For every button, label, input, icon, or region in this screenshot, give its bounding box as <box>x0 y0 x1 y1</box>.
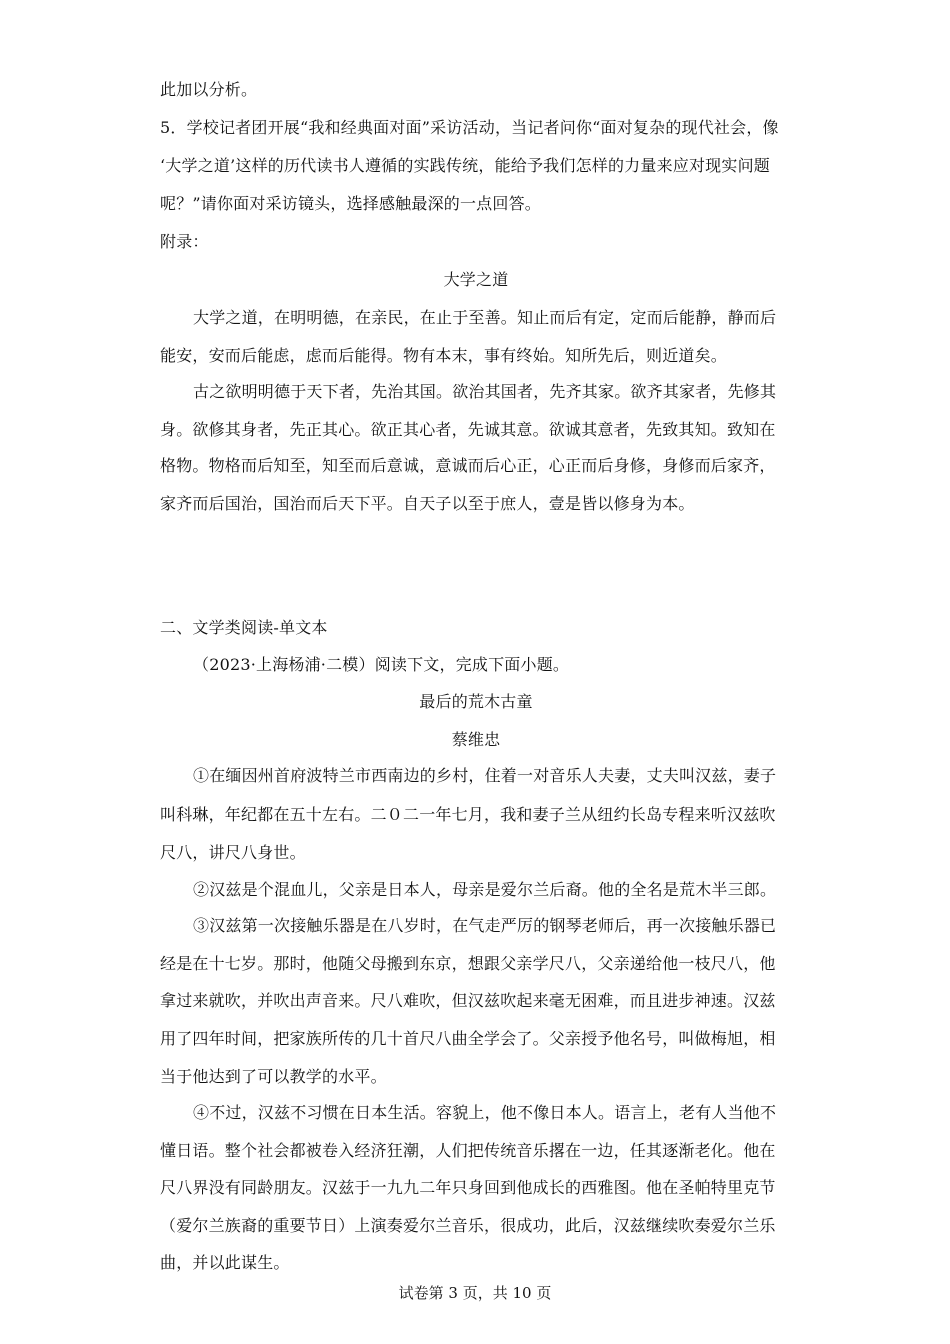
story-author: 蔡维忠 <box>451 730 501 749</box>
para3-line-3: 用了四年时间，把家族所传的几十首尺八曲全学会了。父亲授予他名号，叫做梅旭，相 <box>160 1029 776 1048</box>
para1-line-0: ①在缅因州首府波特兰市西南边的乡村，住着一对音乐人夫妻，丈夫叫汉兹，妻子 <box>193 766 777 785</box>
para3-line-1: 经是在十七岁。那时，他随父母搬到东京，想跟父亲学尺八，父亲递给他一枝尺八，他 <box>160 954 776 973</box>
page-footer: 试卷第 3 页，共 10 页 <box>398 1284 552 1302</box>
para4-line-4: 曲，并以此谋生。 <box>160 1253 290 1272</box>
para1-line-1: 叫科琳，年纪都在五十左右。二０二一年七月，我和妻子兰从纽约长岛专程来听汉兹吹 <box>160 805 776 824</box>
question5-line-1: 5．学校记者团开展“我和经典面对面”采访活动，当记者问你“面对复杂的现代社会，像 <box>160 118 779 137</box>
question5-line-3: 呢？”请你面对采访镜头，选择感触最深的一点回答。 <box>160 194 541 213</box>
appendix-title: 大学之道 <box>443 270 509 289</box>
para3-line-0: ③汉兹第一次接触乐器是在八岁时，在气走严厉的钢琴老师后，再一次接触乐器已 <box>193 916 777 935</box>
appendix-p2-line-1: 身。欲修其身者，先正其心。欲正其心者，先诚其意。欲诚其意者，先致其知。致知在 <box>160 420 776 439</box>
appendix-p1-line-1: 能安，安而后能虑，虑而后能得。物有本末，事有终始。知所先后，则近道矣。 <box>160 346 728 365</box>
para1-line-2: 尺八，讲尺八身世。 <box>160 843 306 862</box>
appendix-label: 附录： <box>160 232 209 251</box>
para2-line-0: ②汉兹是个混血儿，父亲是日本人，母亲是爱尔兰后裔。他的全名是荒木半三郎。 <box>193 880 777 899</box>
section2-intro: （2023·上海杨浦·二模）阅读下文，完成下面小题。 <box>193 655 570 674</box>
para4-line-2: 尺八界没有同龄朋友。汉兹于一九九二年只身回到他成长的西雅图。他在圣帕特里克节 <box>160 1178 776 1197</box>
question5-line-0: 此加以分析。 <box>160 80 258 99</box>
story-title: 最后的荒木古童 <box>419 692 533 711</box>
appendix-p2-line-2: 格物。物格而后知至，知至而后意诚，意诚而后心正，心正而后身修，身修而后家齐， <box>160 456 776 475</box>
para4-line-0: ④不过，汉兹不习惯在日本生活。容貌上，他不像日本人。语言上，老有人当他不 <box>193 1103 777 1122</box>
appendix-p2-line-3: 家齐而后国治，国治而后天下平。自天子以至于庶人，壹是皆以修身为本。 <box>160 494 695 513</box>
para4-line-1: 懂日语。整个社会都被卷入经济狂潮，人们把传统音乐撂在一边，任其逐渐老化。他在 <box>160 1141 776 1160</box>
para3-line-4: 当于他达到了可以教学的水平。 <box>160 1067 387 1086</box>
para3-line-2: 拿过来就吹，并吹出声音来。尺八难吹，但汉兹吹起来毫无困难，而且进步神速。汉兹 <box>160 991 776 1010</box>
para4-line-3: （爱尔兰族裔的重要节日）上演奏爱尔兰音乐，很成功，此后，汉兹继续吹奏爱尔兰乐 <box>160 1216 776 1235</box>
section2-heading: 二、文学类阅读-单文本 <box>160 618 328 637</box>
question5-line-2: ‘大学之道’这样的历代读书人遵循的实践传统，能给予我们怎样的力量来应对现实问题 <box>160 156 770 175</box>
appendix-p2-line-0: 古之欲明明德于天下者，先治其国。欲治其国者，先齐其家。欲齐其家者，先修其 <box>193 382 777 401</box>
appendix-p1-line-0: 大学之道，在明明德，在亲民，在止于至善。知止而后有定，定而后能静，静而后 <box>193 308 777 327</box>
